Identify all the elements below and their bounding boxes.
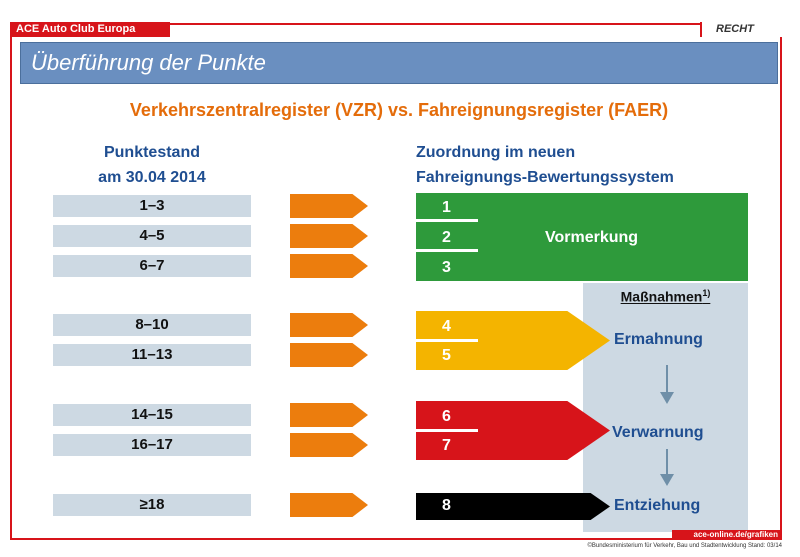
point-3: 3: [442, 259, 451, 276]
range-pill-5: 11–13: [53, 344, 251, 366]
point-1: 1: [442, 199, 451, 216]
down-arrow-icon: [660, 392, 674, 404]
range-pill-8: ≥18: [53, 494, 251, 516]
point-5: 5: [442, 347, 451, 364]
range-pill-7: 16–17: [53, 434, 251, 456]
brand-label: ACE Auto Club Europa: [10, 22, 170, 37]
range-pill-3: 6–7: [53, 255, 251, 277]
down-arrow-icon: [660, 474, 674, 486]
point-4: 4: [442, 318, 451, 335]
footer-url: ace-online.de/grafiken: [672, 530, 782, 540]
footer-credit: ©Bundesministerium für Verkehr, Bau und Stadtentwicklung Stand: 03/14: [587, 543, 782, 549]
band-separator: [416, 429, 478, 432]
category-label: RECHT: [700, 22, 782, 37]
band-separator: [416, 249, 478, 252]
footnote-marker: 1): [702, 288, 711, 298]
left-heading-line2: am 30.04 2014: [98, 169, 206, 186]
measures-heading: [583, 288, 748, 305]
arrow-right-icon: [290, 194, 368, 218]
arrow-right-icon: [290, 343, 368, 367]
left-column-heading: [53, 140, 251, 190]
point-8: 8: [442, 497, 451, 514]
label-verwarnung: Verwarnung: [612, 424, 704, 441]
arrow-right-icon: [290, 433, 368, 457]
band-separator: [416, 339, 478, 342]
label-entziehung: Entziehung: [614, 497, 701, 514]
label-ermahnung: Ermahnung: [614, 331, 703, 348]
arrow-right-icon: [290, 313, 368, 337]
right-column-heading: [416, 140, 674, 190]
arrow-right-icon: [290, 493, 368, 517]
page-title: Überführung der Punkte: [20, 42, 778, 84]
measures-panel: [583, 283, 748, 532]
arrow-right-icon: [290, 254, 368, 278]
right-heading-line1: Zuordnung im neuen: [416, 144, 576, 161]
measures-heading-text: Maßnahmen: [620, 288, 703, 305]
point-7: 7: [442, 437, 451, 454]
point-6: 6: [442, 408, 451, 425]
down-arrow-line: [666, 365, 668, 393]
arrow-right-icon: [290, 224, 368, 248]
range-pill-6: 14–15: [53, 404, 251, 426]
right-heading-line2: Fahreignungs-Bewertungssystem: [416, 169, 674, 186]
point-2: 2: [442, 229, 451, 246]
label-vormerkung: Vormerkung: [545, 229, 639, 246]
subtitle: Verkehrszentralregister (VZR) vs. Fahreignungsregister (FAER): [129, 100, 669, 120]
range-pill-2: 4–5: [53, 225, 251, 247]
range-pill-4: 8–10: [53, 314, 251, 336]
down-arrow-line: [666, 449, 668, 475]
arrow-right-icon: [290, 403, 368, 427]
band-separator: [416, 219, 478, 222]
left-heading-line1: Punktestand: [103, 144, 200, 161]
range-pill-1: 1–3: [53, 195, 251, 217]
